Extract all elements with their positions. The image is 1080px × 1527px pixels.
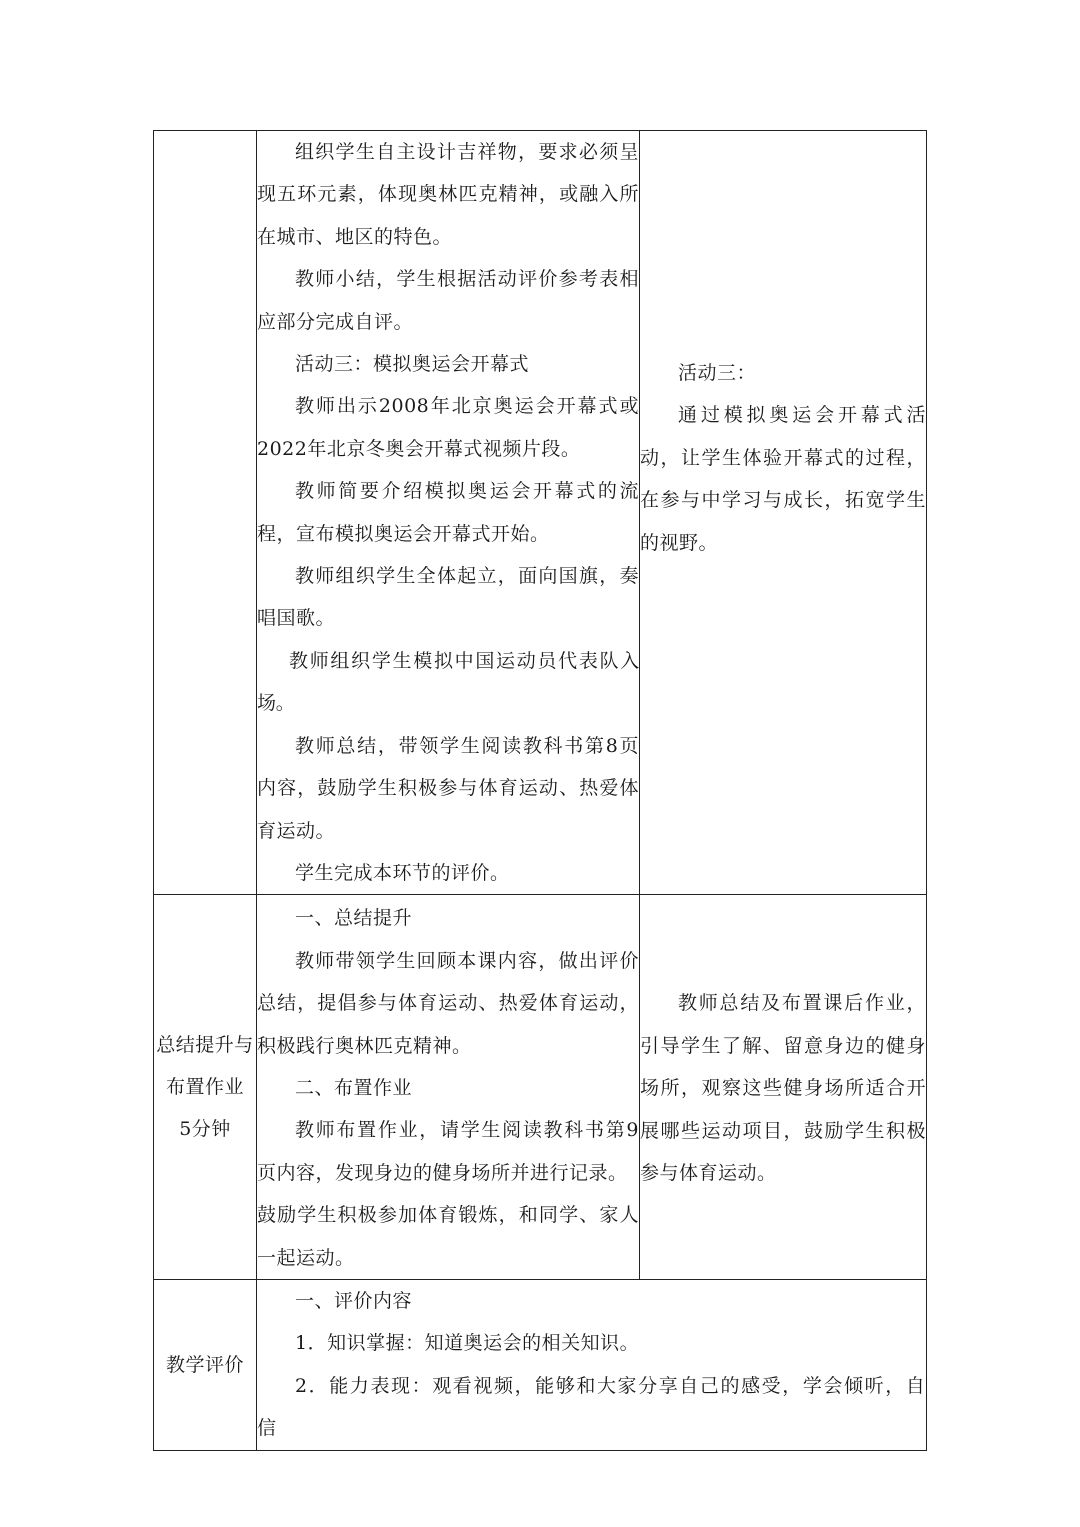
lesson-plan-table (153, 130, 927, 1451)
section-heading: 二、布置作业 (295, 1076, 413, 1099)
intent-heading: 活动三： (678, 362, 757, 384)
section-heading: 一、总结提升 (295, 907, 413, 930)
paragraph: 鼓励学生积极参加体育锻炼，和同学、家人一起运动。 (257, 1204, 639, 1269)
paragraph: 教师总结，带领学生阅读教科书第8页内容，鼓励学生积极参与体育运动、热爱体育运动。 (257, 734, 639, 842)
intent-cell (640, 131, 927, 895)
intent-text: 教师总结及布置课后作业，引导学生了解、留意身边的健身场所，观察这些健身场所适合开展哪些运动项目，鼓励学生积极参与体育运动。 (640, 992, 926, 1184)
activity-heading: 活动三：模拟奥运会开幕式 (295, 353, 530, 376)
evaluation-row (154, 1279, 927, 1450)
paragraph: 学生完成本环节的评价。 (295, 861, 510, 884)
process-cell (257, 895, 640, 1280)
activity-row (154, 131, 927, 895)
stage-cell (154, 1279, 257, 1450)
paragraph: 教师组织学生模拟中国运动员代表队入场。 (257, 649, 639, 715)
stage-cell (154, 895, 257, 1280)
evaluation-item: 1．知识掌握：知道奥运会的相关知识。 (295, 1332, 640, 1355)
paragraph: 教师出示2008年北京奥运会开幕式或2022年北京冬奥会开幕式视频片段。 (257, 395, 639, 460)
paragraph: 教师组织学生全体起立，面向国旗，奏唱国歌。 (257, 565, 639, 630)
evaluation-item: 2．能力表现：观看视频，能够和大家分享自己的感受，学会倾听，自信 (257, 1374, 926, 1440)
stage-duration: 5分钟 (179, 1118, 231, 1141)
paragraph: 教师带领学生回顾本课内容，做出评价总结，提倡参与体育运动、热爱体育运动，积极践行奥林匹克精神。 (257, 949, 639, 1057)
intent-text: 通过模拟奥运会开幕式活动，让学生体验开幕式的过程，在参与中学习与成长，拓宽学生的视野。 (640, 404, 926, 554)
summary-row (154, 895, 927, 1280)
evaluation-cell (257, 1279, 927, 1450)
stage-label: 布置作业 (165, 1075, 244, 1098)
intent-cell (640, 895, 927, 1280)
section-heading: 一、评价内容 (295, 1289, 413, 1312)
paragraph: 教师小结，学生根据活动评价参考表相应部分完成自评。 (257, 268, 639, 333)
paragraph: 组织学生自主设计吉祥物，要求必须呈现五环元素，体现奥林匹克精神，或融入所在城市、地区的特色。 (257, 141, 639, 248)
paragraph: 教师布置作业，请学生阅读教科书第9页内容，发现身边的健身场所并进行记录。 (257, 1119, 639, 1184)
process-cell (257, 131, 640, 895)
stage-cell-empty (154, 131, 257, 895)
stage-label: 教学评价 (165, 1353, 244, 1376)
paragraph: 教师简要介绍模拟奥运会开幕式的流程，宣布模拟奥运会开幕式开始。 (257, 480, 639, 545)
stage-label: 总结提升与 (156, 1033, 254, 1056)
